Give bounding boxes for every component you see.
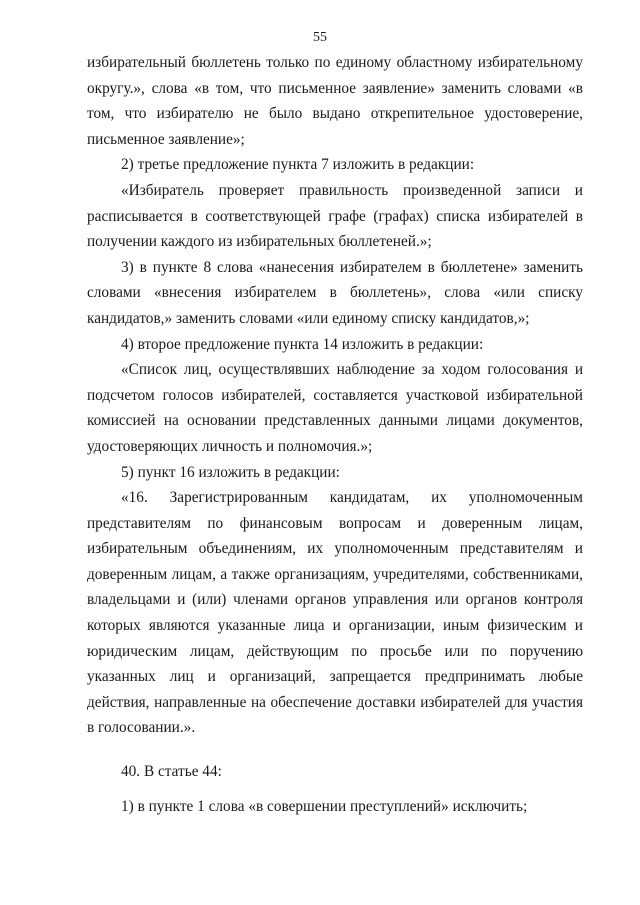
paragraph-quote-observers-list: «Список лиц, осуществлявших наблюдение за ходом голосования и подсчетом голосов избирателей, составляется участковой избирательной комиссией на основании представленных данными лицами документов, удостоверяющих личность и полномочия.»; — [87, 361, 583, 455]
paragraph-quote-voter-check: «Избиратель проверяет правильность произведенной записи и расписывается в соответствующей графе (графах) списка избирателей в получении каждого из избирательных бюллетеней.»; — [87, 181, 583, 251]
paragraph-item-2: 2) третье предложение пункта 7 изложить в редакции: — [121, 156, 475, 174]
page-number: 55 — [313, 30, 327, 45]
paragraph-article-44-item-1: 1) в пункте 1 слова «в совершении преступлений» исключить; — [121, 797, 528, 815]
paragraph-article-44-heading: 40. В статье 44: — [121, 763, 222, 781]
paragraph-item-3: 3) в пункте 8 слова «нанесения избирателем в бюллетене» заменить словами «внесения избирателем в бюллетень», слова «или списку кандидатов,» заменить словами «или единому списку кандидатов,»; — [87, 258, 583, 327]
paragraph-item-5: 5) пункт 16 изложить в редакции: — [121, 463, 340, 481]
paragraph-item-4: 4) второе предложение пункта 14 изложить в редакции: — [121, 335, 484, 353]
paragraph-continuation: избирательный бюллетень только по единому областному избирательному округу.», слова «в том, что письменное заявление» заменить словами «в том, что избирателю не было выдано открепительное удостоверение, письменное заявление»; — [87, 54, 583, 148]
paragraph-quote-point-16: «16. Зарегистрированным кандидатам, их уполномоченным представителям по финансовым вопросам и доверенным лицам, избирательным объединениям, их уполномоченным представителям и доверенным лицам, а также организациям, учредителями, собственниками, владельцами и (или) членами органов управления или органов контроля которых являются указанные лица и организации, иным физическим и юридическим лицам, действующим по просьбе или по поручению указанных лиц и организаций, запрещается предпринимать любые действия, направленные на обеспечение доставки избирателей для участия в голосовании.». — [87, 489, 583, 737]
document-body — [87, 50, 583, 819]
